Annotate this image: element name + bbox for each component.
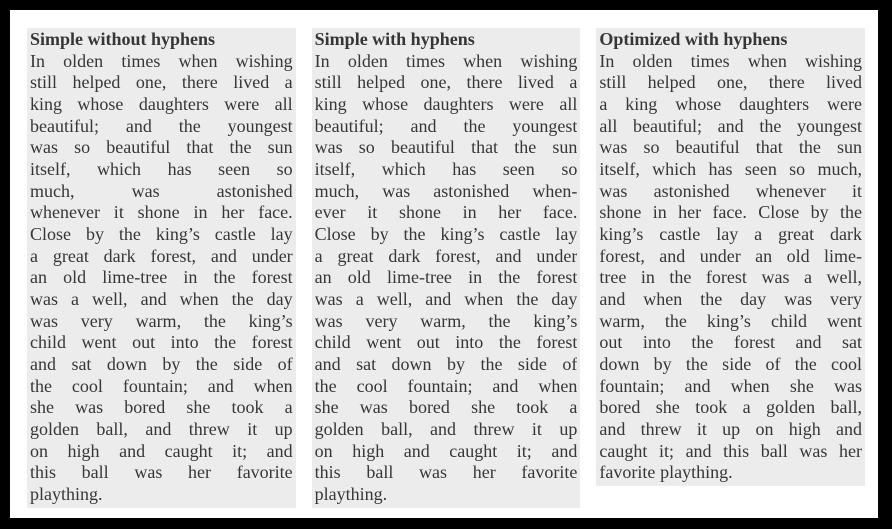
columns-container [10, 10, 878, 521]
text-line: itself, which has seen so [314, 159, 578, 180]
text-line: down by the side of the cool [599, 354, 863, 375]
text-line: the cool fountain; and when [30, 375, 293, 396]
text-line: bored she took a golden ball, [599, 397, 863, 418]
text-line: fountain; and when she was [599, 375, 863, 396]
text-line: plaything. [30, 484, 103, 505]
text-line: In olden times when wishing [599, 50, 863, 71]
text-line: still helped one, there lived a [314, 72, 578, 93]
column-heading: Simple with hyphens [314, 29, 475, 49]
paragraph-lines [30, 51, 293, 506]
text-line: child went out into the forest [314, 332, 578, 353]
text-line: was so beautiful that the sun [314, 137, 578, 158]
text-line: child went out into the forest [30, 332, 293, 353]
paragraph-lines [599, 51, 862, 484]
text-line: In olden times when wishing [314, 50, 578, 71]
text-line: ever it shone in her face. [314, 202, 578, 223]
column-optimized-with-hyphens [596, 28, 865, 486]
text-line: Close by the king’s castle lay [314, 224, 578, 245]
text-line: was very warm, the king’s [30, 310, 293, 331]
text-line: and when the day was very [599, 289, 863, 310]
text-line: much, was astonished when- [314, 180, 578, 201]
text-line: a king whose daughters were [599, 94, 863, 115]
text-line: was so beautiful that the sun [599, 137, 863, 158]
text-line: and threw it up on high and [599, 419, 863, 440]
text-line: much, was astonished [30, 180, 293, 201]
text-line: was a well, and when the day [30, 289, 293, 310]
text-line: all beautiful; and the youngest [599, 115, 863, 136]
text-line: an old lime-tree in the forest [314, 267, 578, 288]
text-line: plaything. [314, 484, 388, 505]
paragraph-lines [315, 51, 578, 506]
text-line: still helped one, there lived [599, 72, 863, 93]
text-line: shone in her face. Close by the [599, 202, 863, 223]
text-line: this ball was her favorite [30, 462, 293, 483]
text-line: beautiful; and the youngest [314, 115, 578, 136]
text-line: was so beautiful that the sun [30, 137, 293, 158]
text-line: king’s castle lay a great dark [599, 224, 863, 245]
text-line: favorite plaything. [599, 462, 733, 483]
text-line: she was bored she took a [314, 397, 578, 418]
text-line: a great dark forest, and under [30, 245, 293, 266]
text-line: was astonished whenever it [599, 180, 863, 201]
text-line: on high and caught it; and [30, 440, 293, 461]
column-simple-with-hyphens [312, 28, 581, 508]
text-line: on high and caught it; and [314, 440, 578, 461]
text-line: golden ball, and threw it up [30, 419, 293, 440]
text-line: king whose daughters were all [30, 94, 293, 115]
text-line: itself, which has seen so much, [599, 159, 863, 180]
text-line: and sat down by the side of [30, 354, 293, 375]
column-heading: Simple without hyphens [30, 29, 216, 49]
text-line: this ball was her favorite [314, 462, 578, 483]
column-simple-without-hyphens [27, 28, 296, 508]
text-line: out into the forest and sat [599, 332, 863, 353]
text-line: the cool fountain; and when [314, 375, 578, 396]
column-heading: Optimized with hyphens [599, 29, 788, 49]
text-line: In olden times when wishing [30, 50, 293, 71]
text-line: Close by the king’s castle lay [30, 224, 293, 245]
text-line: forest, and under an old lime- [599, 245, 863, 266]
text-line: and sat down by the side of [314, 354, 578, 375]
text-line: still helped one, there lived a [30, 72, 293, 93]
text-line: was a well, and when the day [314, 289, 578, 310]
text-line: she was bored she took a [30, 397, 293, 418]
text-line: whenever it shone in her face. [30, 202, 293, 223]
text-line: tree in the forest was a well, [599, 267, 863, 288]
text-line: warm, the king’s child went [599, 310, 863, 331]
text-line: king whose daughters were all [314, 94, 578, 115]
text-line: was very warm, the king’s [314, 310, 578, 331]
text-line: beautiful; and the youngest [30, 115, 293, 136]
text-line: itself, which has seen so [30, 159, 293, 180]
text-line: an old lime-tree in the forest [30, 267, 293, 288]
text-line: a great dark forest, and under [314, 245, 578, 266]
text-line: caught it; and this ball was her [599, 440, 863, 461]
text-line: golden ball, and threw it up [314, 419, 578, 440]
